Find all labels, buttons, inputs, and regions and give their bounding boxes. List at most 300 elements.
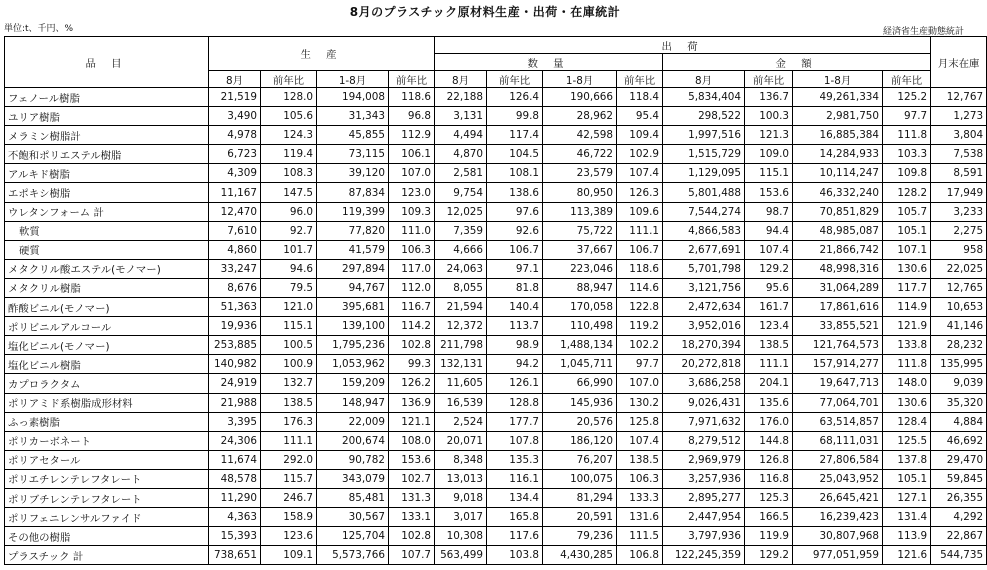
- row-label: プラスチック 計: [5, 546, 209, 565]
- table-cell: 116.8: [745, 469, 793, 488]
- table-cell: 200,674: [317, 431, 389, 450]
- table-cell: 22,025: [931, 259, 987, 278]
- table-cell: 109.1: [261, 546, 317, 565]
- row-label: ポリフェニレンサルファイド: [5, 508, 209, 527]
- table-cell: 97.7: [617, 355, 663, 374]
- table-row: [5, 393, 987, 412]
- table-cell: 395,681: [317, 298, 389, 317]
- table-cell: 109.8: [883, 164, 931, 183]
- table-cell: 116.1: [487, 469, 543, 488]
- table-cell: 24,306: [209, 431, 261, 450]
- table-cell: 22,188: [435, 88, 487, 107]
- table-cell: 5,801,488: [663, 183, 745, 202]
- table-cell: 7,971,632: [663, 412, 745, 431]
- table-cell: 14,284,933: [793, 145, 883, 164]
- table-cell: 21,866,742: [793, 240, 883, 259]
- table-cell: 8,279,512: [663, 431, 745, 450]
- table-cell: 9,026,431: [663, 393, 745, 412]
- table-cell: 126.1: [487, 374, 543, 393]
- table-row: [5, 374, 987, 393]
- table-cell: 3,804: [931, 126, 987, 145]
- table-cell: 111.1: [745, 355, 793, 374]
- table-cell: 17,949: [931, 183, 987, 202]
- table-cell: 77,820: [317, 221, 389, 240]
- table-row: [5, 450, 987, 469]
- table-cell: 24,063: [435, 259, 487, 278]
- table-cell: 298,522: [663, 107, 745, 126]
- table-cell: 2,447,954: [663, 508, 745, 527]
- table-cell: 24,919: [209, 374, 261, 393]
- table-cell: 122,245,359: [663, 546, 745, 565]
- table-cell: 21,594: [435, 298, 487, 317]
- table-cell: 31,064,289: [793, 278, 883, 297]
- table-cell: 70,851,829: [793, 202, 883, 221]
- table-cell: 68,111,031: [793, 431, 883, 450]
- table-cell: 129.2: [745, 259, 793, 278]
- table-cell: 8,591: [931, 164, 987, 183]
- table-cell: 139,100: [317, 317, 389, 336]
- table-cell: 1,129,095: [663, 164, 745, 183]
- row-label: 硬質: [5, 240, 209, 259]
- row-label: メラミン樹脂計: [5, 126, 209, 145]
- table-cell: 107.4: [617, 164, 663, 183]
- source-note: 経済省生産動態統計: [882, 27, 964, 37]
- table-cell: 138.5: [261, 393, 317, 412]
- table-cell: 107.0: [389, 164, 435, 183]
- table-cell: 297,894: [317, 259, 389, 278]
- table-cell: 126.4: [487, 88, 543, 107]
- table-cell: 106.7: [617, 240, 663, 259]
- table-cell: 4,292: [931, 508, 987, 527]
- table-cell: 112.0: [389, 278, 435, 297]
- table-cell: 98.9: [487, 336, 543, 355]
- table-cell: 2,581: [435, 164, 487, 183]
- table-cell: 3,395: [209, 412, 261, 431]
- table-row: [5, 488, 987, 507]
- table-cell: 4,666: [435, 240, 487, 259]
- table-cell: 59,845: [931, 469, 987, 488]
- table-cell: 11,167: [209, 183, 261, 202]
- statistics-table: [4, 36, 987, 565]
- table-cell: 4,430,285: [543, 546, 617, 565]
- table-cell: 100.3: [745, 107, 793, 126]
- table-row: [5, 202, 987, 221]
- table-cell: 131.3: [389, 488, 435, 507]
- table-cell: 46,692: [931, 431, 987, 450]
- table-cell: 133.3: [617, 488, 663, 507]
- table-cell: 131.6: [617, 508, 663, 527]
- table-cell: 119,399: [317, 202, 389, 221]
- table-cell: 16,239,423: [793, 508, 883, 527]
- table-row: [5, 240, 987, 259]
- table-row: [5, 107, 987, 126]
- table-cell: 125.3: [745, 488, 793, 507]
- row-label: 酢酸ビニル(モノマー): [5, 298, 209, 317]
- table-row: [5, 469, 987, 488]
- table-cell: 114.6: [617, 278, 663, 297]
- row-label: 軟質: [5, 221, 209, 240]
- table-cell: 544,735: [931, 546, 987, 565]
- table-cell: 100.9: [261, 355, 317, 374]
- row-label: 不飽和ポリエステル樹脂: [5, 145, 209, 164]
- table-cell: 159,209: [317, 374, 389, 393]
- header-amount: 金 額: [663, 54, 931, 71]
- table-cell: 135.6: [745, 393, 793, 412]
- table-cell: 738,651: [209, 546, 261, 565]
- table-cell: 9,754: [435, 183, 487, 202]
- table-cell: 3,952,016: [663, 317, 745, 336]
- table-cell: 19,647,713: [793, 374, 883, 393]
- table-cell: 131.4: [883, 508, 931, 527]
- table-cell: 46,332,240: [793, 183, 883, 202]
- table-cell: 30,807,968: [793, 527, 883, 546]
- table-cell: 85,481: [317, 488, 389, 507]
- table-row: [5, 126, 987, 145]
- table-cell: 118.6: [389, 88, 435, 107]
- table-cell: 4,884: [931, 412, 987, 431]
- table-cell: 35,320: [931, 393, 987, 412]
- table-cell: 46,722: [543, 145, 617, 164]
- table-cell: 105.7: [883, 202, 931, 221]
- table-cell: 33,855,521: [793, 317, 883, 336]
- table-cell: 16,539: [435, 393, 487, 412]
- table-cell: 103.8: [487, 546, 543, 565]
- table-cell: 145,936: [543, 393, 617, 412]
- header-quantity-month: 8月: [435, 71, 487, 88]
- row-label: ポリカーボネート: [5, 431, 209, 450]
- table-cell: 138.5: [617, 450, 663, 469]
- table-cell: 111.8: [883, 355, 931, 374]
- table-cell: 126.2: [389, 374, 435, 393]
- table-cell: 25,043,952: [793, 469, 883, 488]
- table-cell: 2,524: [435, 412, 487, 431]
- table-cell: 3,797,936: [663, 527, 745, 546]
- table-cell: 75,722: [543, 221, 617, 240]
- table-cell: 29,470: [931, 450, 987, 469]
- row-label: アルキド樹脂: [5, 164, 209, 183]
- table-cell: 153.6: [389, 450, 435, 469]
- table-cell: 20,272,818: [663, 355, 745, 374]
- table-cell: 148.0: [883, 374, 931, 393]
- table-cell: 128.4: [883, 412, 931, 431]
- table-cell: 63,514,857: [793, 412, 883, 431]
- table-cell: 20,071: [435, 431, 487, 450]
- table-cell: 106.8: [617, 546, 663, 565]
- table-cell: 1,515,729: [663, 145, 745, 164]
- table-cell: 16,885,384: [793, 126, 883, 145]
- table-cell: 1,488,134: [543, 336, 617, 355]
- table-cell: 28,962: [543, 107, 617, 126]
- table-cell: 11,605: [435, 374, 487, 393]
- table-cell: 1,045,711: [543, 355, 617, 374]
- table-cell: 7,610: [209, 221, 261, 240]
- row-label: ふっ素樹脂: [5, 412, 209, 431]
- table-cell: 76,207: [543, 450, 617, 469]
- header-quantity-month-yoy: 前年比: [487, 71, 543, 88]
- table-cell: 99.3: [389, 355, 435, 374]
- table-cell: 1,997,516: [663, 126, 745, 145]
- table-cell: 4,494: [435, 126, 487, 145]
- table-cell: 2,472,634: [663, 298, 745, 317]
- table-cell: 135,995: [931, 355, 987, 374]
- table-cell: 87,834: [317, 183, 389, 202]
- table-cell: 117.0: [389, 259, 435, 278]
- table-cell: 1,053,962: [317, 355, 389, 374]
- table-cell: 194,008: [317, 88, 389, 107]
- table-cell: 117.7: [883, 278, 931, 297]
- table-cell: 94.4: [745, 221, 793, 240]
- table-cell: 33,247: [209, 259, 261, 278]
- table-cell: 122.8: [617, 298, 663, 317]
- table-cell: 97.1: [487, 259, 543, 278]
- table-cell: 977,051,959: [793, 546, 883, 565]
- table-cell: 95.4: [617, 107, 663, 126]
- table-cell: 186,120: [543, 431, 617, 450]
- table-cell: 1,795,236: [317, 336, 389, 355]
- table-cell: 11,290: [209, 488, 261, 507]
- table-cell: 49,261,334: [793, 88, 883, 107]
- table-cell: 12,470: [209, 202, 261, 221]
- table-cell: 117.4: [487, 126, 543, 145]
- table-cell: 119.9: [745, 527, 793, 546]
- row-label: その他の樹脂: [5, 527, 209, 546]
- table-cell: 253,885: [209, 336, 261, 355]
- table-cell: 1,273: [931, 107, 987, 126]
- table-cell: 4,860: [209, 240, 261, 259]
- table-cell: 109.4: [617, 126, 663, 145]
- table-cell: 108.3: [261, 164, 317, 183]
- table-cell: 126.8: [745, 450, 793, 469]
- table-cell: 121.0: [261, 298, 317, 317]
- table-cell: 23,579: [543, 164, 617, 183]
- table-cell: 8,348: [435, 450, 487, 469]
- table-cell: 31,343: [317, 107, 389, 126]
- table-cell: 9,018: [435, 488, 487, 507]
- table-cell: 158.9: [261, 508, 317, 527]
- table-cell: 114.2: [389, 317, 435, 336]
- table-cell: 113.9: [883, 527, 931, 546]
- table-cell: 170,058: [543, 298, 617, 317]
- table-cell: 343,079: [317, 469, 389, 488]
- row-label: メタクリル酸エステル(モノマー): [5, 259, 209, 278]
- table-cell: 140.4: [487, 298, 543, 317]
- table-cell: 3,686,258: [663, 374, 745, 393]
- row-label: ポリアセタール: [5, 450, 209, 469]
- table-cell: 22,009: [317, 412, 389, 431]
- table-cell: 123.6: [261, 527, 317, 546]
- table-cell: 51,363: [209, 298, 261, 317]
- header-shipment: 出 荷: [435, 37, 931, 54]
- table-cell: 10,308: [435, 527, 487, 546]
- table-cell: 26,645,421: [793, 488, 883, 507]
- table-cell: 12,372: [435, 317, 487, 336]
- table-cell: 10,114,247: [793, 164, 883, 183]
- table-cell: 41,146: [931, 317, 987, 336]
- row-label: ポリエチレンテレフタレート: [5, 469, 209, 488]
- table-cell: 2,275: [931, 221, 987, 240]
- header-production-month-yoy: 前年比: [261, 71, 317, 88]
- table-cell: 116.7: [389, 298, 435, 317]
- table-cell: 20,576: [543, 412, 617, 431]
- table-cell: 79,236: [543, 527, 617, 546]
- table-cell: 30,567: [317, 508, 389, 527]
- table-cell: 102.8: [389, 336, 435, 355]
- unit-note: 単位:t、千円、%: [4, 24, 74, 34]
- table-cell: 37,667: [543, 240, 617, 259]
- table-cell: 111.8: [883, 126, 931, 145]
- table-cell: 6,723: [209, 145, 261, 164]
- table-cell: 94.2: [487, 355, 543, 374]
- table-cell: 165.8: [487, 508, 543, 527]
- row-label: ウレタンフォーム 計: [5, 202, 209, 221]
- table-cell: 41,579: [317, 240, 389, 259]
- table-cell: 100.5: [261, 336, 317, 355]
- table-row: [5, 183, 987, 202]
- table-cell: 144.8: [745, 431, 793, 450]
- table-cell: 106.7: [487, 240, 543, 259]
- table-cell: 19,936: [209, 317, 261, 336]
- table-cell: 77,064,701: [793, 393, 883, 412]
- table-cell: 127.1: [883, 488, 931, 507]
- table-cell: 137.8: [883, 450, 931, 469]
- row-label: ポリブチレンテレフタレート: [5, 488, 209, 507]
- table-cell: 153.6: [745, 183, 793, 202]
- table-cell: 111.1: [617, 221, 663, 240]
- table-cell: 117.6: [487, 527, 543, 546]
- table-cell: 118.4: [617, 88, 663, 107]
- table-cell: 148,947: [317, 393, 389, 412]
- table-cell: 128.8: [487, 393, 543, 412]
- table-cell: 246.7: [261, 488, 317, 507]
- table-cell: 106.3: [389, 240, 435, 259]
- table-cell: 109.6: [617, 202, 663, 221]
- table-cell: 66,990: [543, 374, 617, 393]
- table-cell: 39,120: [317, 164, 389, 183]
- table-cell: 111.5: [617, 527, 663, 546]
- table-cell: 138.6: [487, 183, 543, 202]
- table-cell: 563,499: [435, 546, 487, 565]
- table-cell: 79.5: [261, 278, 317, 297]
- table-cell: 3,017: [435, 508, 487, 527]
- row-label: 塩化ビニル(モノマー): [5, 336, 209, 355]
- table-cell: 134.4: [487, 488, 543, 507]
- row-label: ユリア樹脂: [5, 107, 209, 126]
- table-cell: 105.6: [261, 107, 317, 126]
- table-cell: 5,701,798: [663, 259, 745, 278]
- table-cell: 15,393: [209, 527, 261, 546]
- table-cell: 132.7: [261, 374, 317, 393]
- table-cell: 98.7: [745, 202, 793, 221]
- header-production-month: 8月: [209, 71, 261, 88]
- table-cell: 105.1: [883, 469, 931, 488]
- table-cell: 90,782: [317, 450, 389, 469]
- table-cell: 92.7: [261, 221, 317, 240]
- table-cell: 4,363: [209, 508, 261, 527]
- table-cell: 107.0: [617, 374, 663, 393]
- table-cell: 125.5: [883, 431, 931, 450]
- table-cell: 107.4: [617, 431, 663, 450]
- table-cell: 96.8: [389, 107, 435, 126]
- table-cell: 10,653: [931, 298, 987, 317]
- table-row: [5, 412, 987, 431]
- table-cell: 147.5: [261, 183, 317, 202]
- table-cell: 18,270,394: [663, 336, 745, 355]
- table-cell: 12,767: [931, 88, 987, 107]
- table-cell: 176.3: [261, 412, 317, 431]
- header-amount-cumulative-yoy: 前年比: [883, 71, 931, 88]
- table-cell: 115.1: [261, 317, 317, 336]
- table-cell: 99.8: [487, 107, 543, 126]
- table-cell: 125.8: [617, 412, 663, 431]
- table-cell: 45,855: [317, 126, 389, 145]
- table-row: [5, 431, 987, 450]
- table-cell: 17,861,616: [793, 298, 883, 317]
- table-cell: 121.3: [745, 126, 793, 145]
- header-quantity: 数 量: [435, 54, 663, 71]
- table-cell: 110,498: [543, 317, 617, 336]
- table-cell: 130.6: [883, 259, 931, 278]
- table-cell: 125,704: [317, 527, 389, 546]
- table-cell: 102.8: [389, 527, 435, 546]
- table-cell: 21,988: [209, 393, 261, 412]
- table-cell: 26,355: [931, 488, 987, 507]
- table-cell: 12,765: [931, 278, 987, 297]
- table-cell: 20,591: [543, 508, 617, 527]
- row-label: ポリビニルアルコール: [5, 317, 209, 336]
- table-cell: 94.6: [261, 259, 317, 278]
- table-cell: 223,046: [543, 259, 617, 278]
- header-production: 生 産: [209, 37, 435, 71]
- table-cell: 28,232: [931, 336, 987, 355]
- table-cell: 102.9: [617, 145, 663, 164]
- header-amount-cumulative: 1-8月: [793, 71, 883, 88]
- table-cell: 2,895,277: [663, 488, 745, 507]
- table-row: [5, 278, 987, 297]
- row-label: 塩化ビニル樹脂: [5, 355, 209, 374]
- table-cell: 176.0: [745, 412, 793, 431]
- table-cell: 8,055: [435, 278, 487, 297]
- table-row: [5, 546, 987, 565]
- table-cell: 9,039: [931, 374, 987, 393]
- table-cell: 119.2: [617, 317, 663, 336]
- table-cell: 114.9: [883, 298, 931, 317]
- table-cell: 21,519: [209, 88, 261, 107]
- header-quantity-cumulative: 1-8月: [543, 71, 617, 88]
- table-cell: 123.4: [745, 317, 793, 336]
- table-cell: 166.5: [745, 508, 793, 527]
- table-cell: 48,578: [209, 469, 261, 488]
- table-cell: 97.6: [487, 202, 543, 221]
- table-cell: 80,950: [543, 183, 617, 202]
- row-label: エポキシ樹脂: [5, 183, 209, 202]
- table-row: [5, 508, 987, 527]
- table-cell: 136.9: [389, 393, 435, 412]
- table-cell: 124.3: [261, 126, 317, 145]
- table-cell: 96.0: [261, 202, 317, 221]
- table-row: [5, 355, 987, 374]
- table-cell: 4,870: [435, 145, 487, 164]
- table-cell: 109.0: [745, 145, 793, 164]
- row-label: カプロラクタム: [5, 374, 209, 393]
- table-cell: 121.9: [883, 317, 931, 336]
- table-cell: 13,013: [435, 469, 487, 488]
- table-cell: 102.7: [389, 469, 435, 488]
- table-cell: 130.2: [617, 393, 663, 412]
- table-cell: 95.6: [745, 278, 793, 297]
- header-amount-month: 8月: [663, 71, 745, 88]
- table-cell: 119.4: [261, 145, 317, 164]
- table-cell: 130.6: [883, 393, 931, 412]
